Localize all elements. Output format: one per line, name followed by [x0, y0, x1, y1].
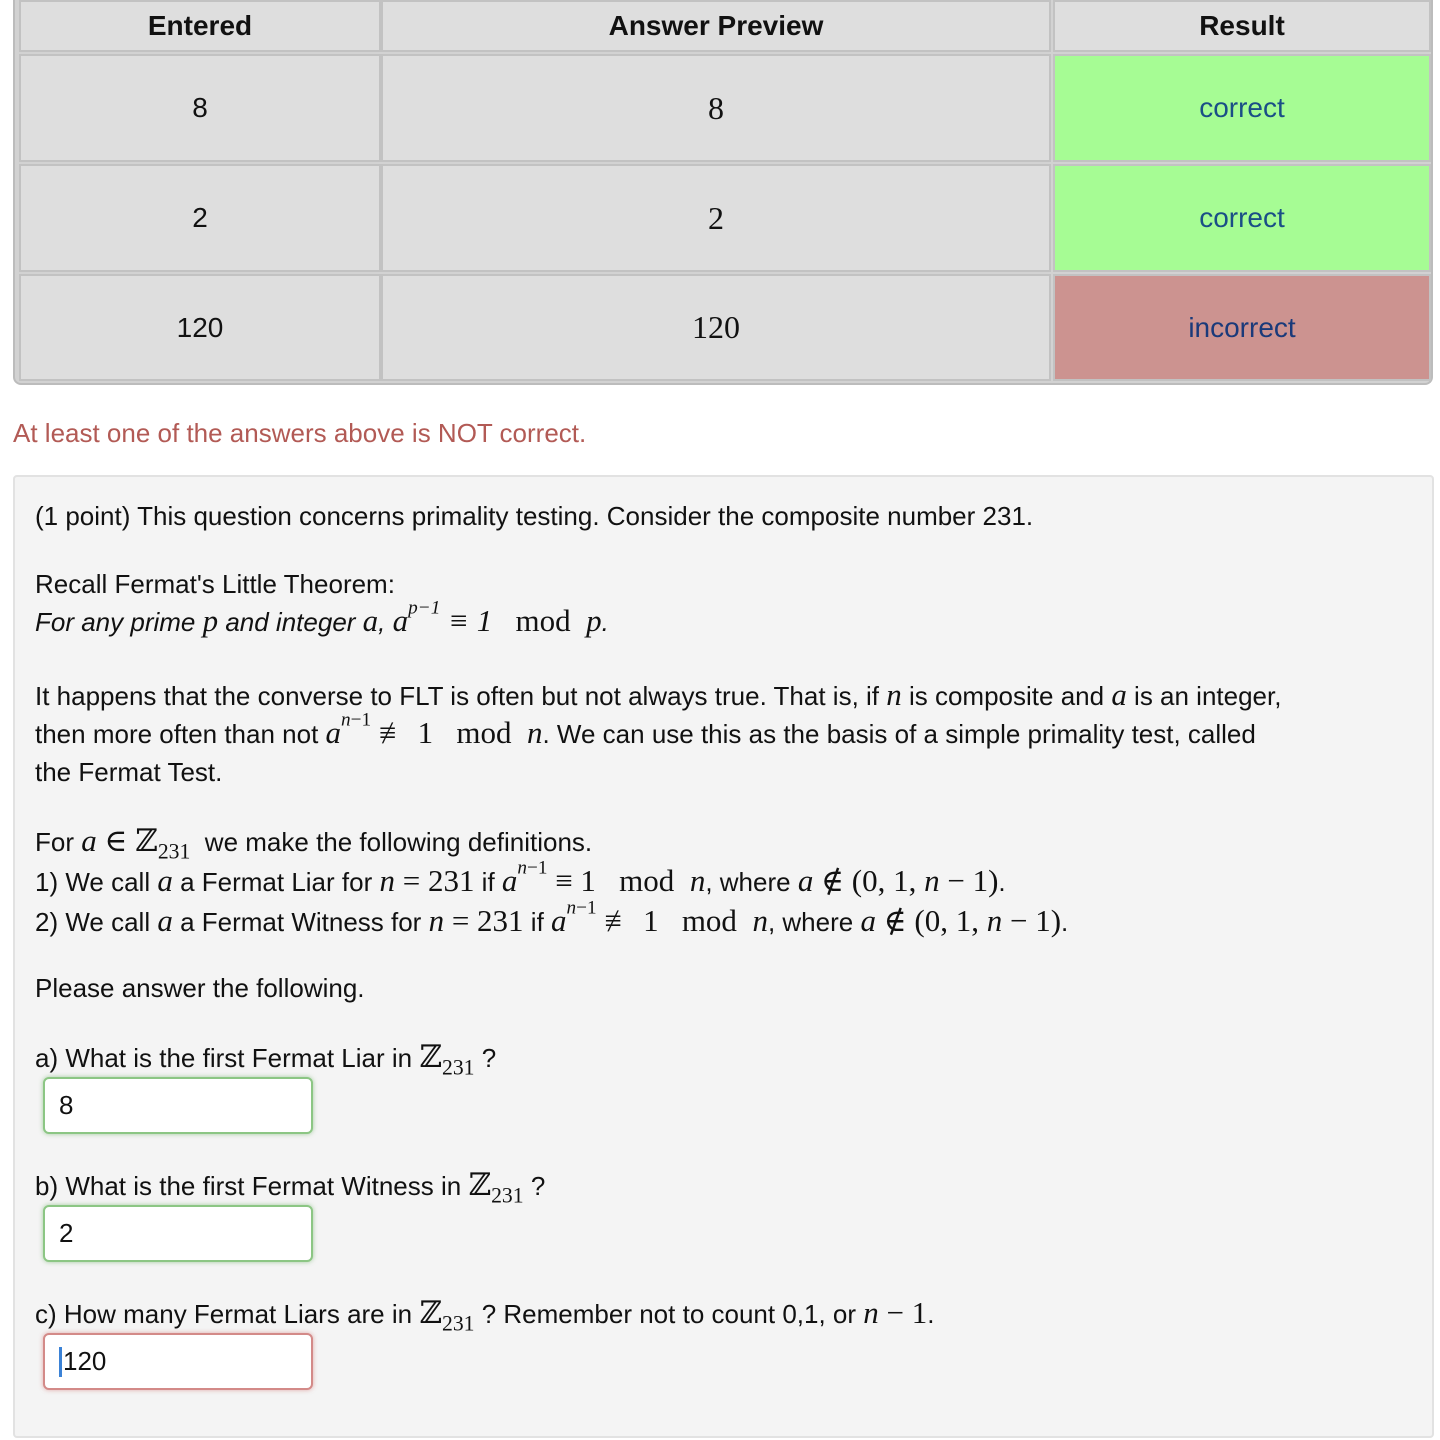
theorem-line: For any prime p and integer a, $a^{p-1} \equiv 1$ mod p. — [35, 597, 609, 638]
converse-line-1: It happens that the converse to FLT is often but not always true. That is, if n is composite and a is an integer, — [35, 677, 1282, 712]
result-cell-2: correct — [1053, 164, 1431, 272]
results-table — [13, 0, 1433, 385]
converse-line-3: the Fermat Test. — [35, 757, 223, 787]
entered-cell-3: 120 — [19, 274, 381, 381]
definition-fermat-witness: 2) We call a a Fermat Witness for n = 231 if $a^{n-1}$ ≢ 1 mod n, where a ∉ (0, 1, n − 1). — [35, 897, 1069, 938]
answer-c-value: 120 — [63, 1346, 107, 1376]
text-cursor — [59, 1347, 62, 1377]
answer-b-input[interactable]: 2 — [43, 1205, 313, 1262]
problem-intro: (1 point) This question concerns primality testing. Consider the composite number 231. — [35, 501, 1034, 531]
question-c: c) How many Fermat Liars are in ℤ$_{231}$ ? Remember not to count 0,1, or n − 1. — [35, 1295, 935, 1336]
header-entered: Entered — [19, 0, 381, 52]
entered-cell-1: 8 — [19, 54, 381, 162]
preview-cell-3: 120 — [381, 274, 1051, 381]
recall-line: Recall Fermat's Little Theorem: — [35, 569, 395, 599]
answer-a-input[interactable]: 8 — [43, 1077, 313, 1134]
header-result: Result — [1053, 0, 1431, 52]
problem-box — [13, 475, 1434, 1438]
incorrect-summary-message: At least one of the answers above is NOT correct. — [13, 418, 587, 448]
please-answer-text: Please answer the following. — [35, 973, 365, 1003]
definitions-intro: For a ∈ ℤ$_{231}$ we make the following definitions. — [35, 823, 593, 864]
result-cell-3: incorrect — [1053, 274, 1431, 381]
question-a: a) What is the first Fermat Liar in ℤ$_{231}$ ? — [35, 1039, 497, 1080]
entered-cell-2: 2 — [19, 164, 381, 272]
preview-cell-2: 2 — [381, 164, 1051, 272]
result-cell-1: correct — [1053, 54, 1431, 162]
answer-c-input[interactable] — [43, 1333, 313, 1390]
definition-fermat-liar: 1) We call a a Fermat Liar for n = 231 if $a^{n-1} \equiv 1$ mod n, where a ∉ (0, 1, n − 1). — [35, 857, 1006, 898]
preview-cell-1: 8 — [381, 54, 1051, 162]
question-b: b) What is the first Fermat Witness in ℤ$_{231}$ ? — [35, 1167, 546, 1208]
header-answer-preview: Answer Preview — [381, 0, 1051, 52]
converse-line-2: then more often than not $a^{n-1}$ ≢ 1 mod n. We can use this as the basis of a simple primality test, called — [35, 709, 1256, 750]
